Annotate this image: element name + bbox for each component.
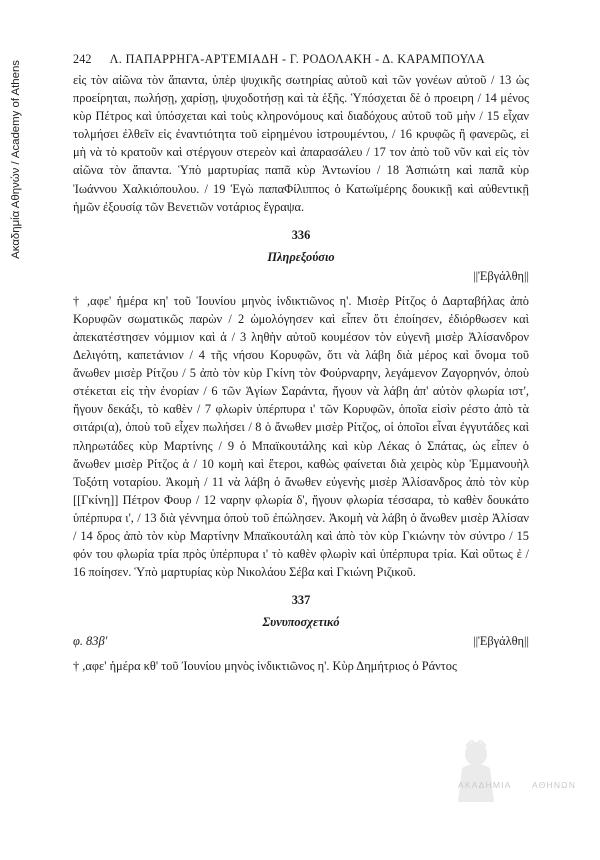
entry-number: 336 bbox=[291, 227, 311, 242]
academy-watermark bbox=[452, 740, 592, 850]
watermark-word-left: ΑΚΑΔΗΜΙΑ bbox=[458, 780, 512, 790]
running-head-authors: Λ. ΠΑΠΑΡΡΗΓΑ-ΑΡΤΕΜΙΑΔΗ - Γ. ΡΟΔΟΛΑΚΗ - Δ. ΚΑΡΑΜΠΟΥΛΑ bbox=[109, 52, 486, 66]
entry-status-note: ||Ἐβγάλθη|| bbox=[473, 268, 529, 283]
document-entry-336 bbox=[73, 228, 529, 582]
entry-title: Πληρεξούσιο bbox=[267, 249, 335, 264]
entry-title: Συνυποσχετικό bbox=[262, 615, 340, 630]
running-head bbox=[73, 52, 529, 67]
entry-status-note: ||Ἐβγάλθη|| bbox=[473, 634, 529, 649]
archive-credit-margin bbox=[3, 44, 29, 274]
entry-number: 337 bbox=[291, 593, 311, 608]
continuation-paragraph: εἰς τὸν αἰῶνα τὸν ἅπαντα, ὑπὲρ ψυχικῆς σωτηρίας αὐτοῦ καὶ τῶν γονέων αὐτοῦ / 13 ὡς προείρηται, πωλήσῃ, χαρίσῃ, ψυχοδοτήσῃ καὶ τὰ ἑξῆς. Ὑπόσχεται δὲ ὁ προειρη / 14 μένος κὺρ Πέτρος καὶ ὑπόσχεται καὶ τοὺς κληρονόμους καὶ διαδόχους αὐτοῦ τοῦ μὴν / 15 εἶχαν τολμήσει ἐλθεῖν εἰς ἐναντιότητα τοῦ εἰρημένου ἰστρουμέντου, / 16 κρυφῶς ἢ φανερῶς, εἰ μὴ νὰ τὸ κρατοῦν καὶ στέργουν στερεὸν καὶ ἀπαρασάλευ / 17 τον ἀπὸ τοῦ νῦν καὶ εἰς τὸν αἰῶνα τὸν ἅπαντα. Ὑπὸ μαρτυρίας παπᾶ κὺρ Ἀντωνίου / 18 Ἀσπιώτη καὶ παπᾶ κὺρ Ἰωάννου Χαλκιόπουλου. / 19 Ἐγὼ παπαΦίλιππος ὁ Κατωϊμέρης δουκικῇ καὶ αὐθεντικῇ ἡμῶν ἐξουσίᾳ τῶν Βενετιῶν νοτάριος ἔγραψα. bbox=[73, 73, 529, 214]
entry-text: † ,αφε' ἡμέρα κθ' τοῦ Ἰουνίου μηνὸς ἰνδικτιῶνος η'. Κὺρ Δημήτριος ὁ Ράντος bbox=[73, 659, 457, 674]
folio-row bbox=[73, 634, 529, 649]
watermark-word-right: ΑΘΗΝΩΝ bbox=[532, 780, 577, 790]
folio-reference: φ. 83β' bbox=[73, 634, 108, 649]
entry-text: † ,αφε' ἡμέρα κη' τοῦ Ἰουνίου μηνὸς ἰνδικτιῶνος η'. Μισὲρ Ρίτζος ὁ Δαρταβήλας ἀπὸ Κορυφῶν σωματικῶς παρὼν / 2 ὡμολόγησεν καὶ εἶπεν ὅτι ἐποίησεν, ἐδιόρθωσεν καὶ ἀπεκατέστησεν νόμμιον καὶ ἀ / 3 ληθὴν αὐτοῦ κουμέσον τὸν εὐγενῆ μισὲρ Ἀλίσανδρον Δελιγότη, καπετάνιον / 4 τῆς νήσου Κορυφῶν, ὅτι νὰ λάβη διὰ μέρος καὶ ὄνομα τοῦ ἄνωθεν μισὲρ Ρίτζου / 5 ἀπὸ τὸν κὺρ Γκίνη τὸν Φούρναρην, λεγάμενον Ζαγορηνόν, ὁποὺ στέκεται εἰς τὴν ἐνορίαν / 6 τῶν Ἁγίων Σαράντα, ἤγουν νὰ λάβη ἀπ' αὐτὸν φλωρία ιστ', ἤγουν δεκάξι, τὸ καθὲν / 7 φλωρὶν ὑπέρπυρα ι' τῶν Κορυφῶν, ὁποῖα εἰσὶν ρέστο ἀπὸ τὰ σιτάρι(α), ὁποὺ τοῦ εἶχεν πωλήσει / 8 ὁ ἄνωθεν μισὲρ Ρίτζος, οἱ ὁποῖοι εἶναι ἐγγυτάδες καὶ πληρωτάδες κὺρ Μαρτίνης / 9 ὁ Μπαϊκουτάλης καὶ κὺρ Λέκας ὁ Σπάτας, ὡς εἶπεν ὁ ἄνωθεν μισὲρ Ρίτζος ἀ / 10 κομὴ καὶ ἕτεροι, καθὼς φαίνεται διὰ χειρὸς κὺρ Ἐμμανουὴλ Τοξότη νοταρίου. Ἀκομὴ / 11 νὰ λάβη ὁ ἄνωθεν εὐγενὴς μισὲρ Ἀλίσανδρος ἀπὸ τὸν κὺρ [[Γκίνη]] Πέτρον Φουρ / 12 ναρην φλωρία δ', ἤγουν φλωρία τέσσαρα, τὸ καθὲν δουκάτο ὑπέρπυρα ι', / 13 διὰ γέννημα ὁποὺ τοῦ ἐπώλησεν. Ἀκομὴ νὰ λάβη ὁ ἄνωθεν μισὲρ Ἀλίσαν / 14 δρος ἀπὸ τὸν κὺρ Μαρτίνην Μπαϊκουτάλη καὶ ἀπὸ τὸν κὺρ Γκιώνην τὸν σύντρο / 15 φόν του φλωρία τρία πρὸς ὑπέρπυρα ι' τὸ καθὲν φλωρὶν καὶ ὑπέρπυρα τρία. Καὶ οὕτως ἐ / 16 ποίησεν. Ὑπὸ μαρτυρίας κὺρ Νικολάου Σέβα καὶ Γκιώνη Ριζικοῦ. bbox=[73, 293, 529, 580]
document-entry-337 bbox=[73, 593, 529, 675]
academy-seal-icon bbox=[452, 740, 500, 804]
page-body bbox=[73, 52, 529, 675]
archive-credit-text: Ακαδημία Αθηνών / Academy of Athens bbox=[10, 59, 22, 259]
page-number: 242 bbox=[73, 52, 92, 66]
